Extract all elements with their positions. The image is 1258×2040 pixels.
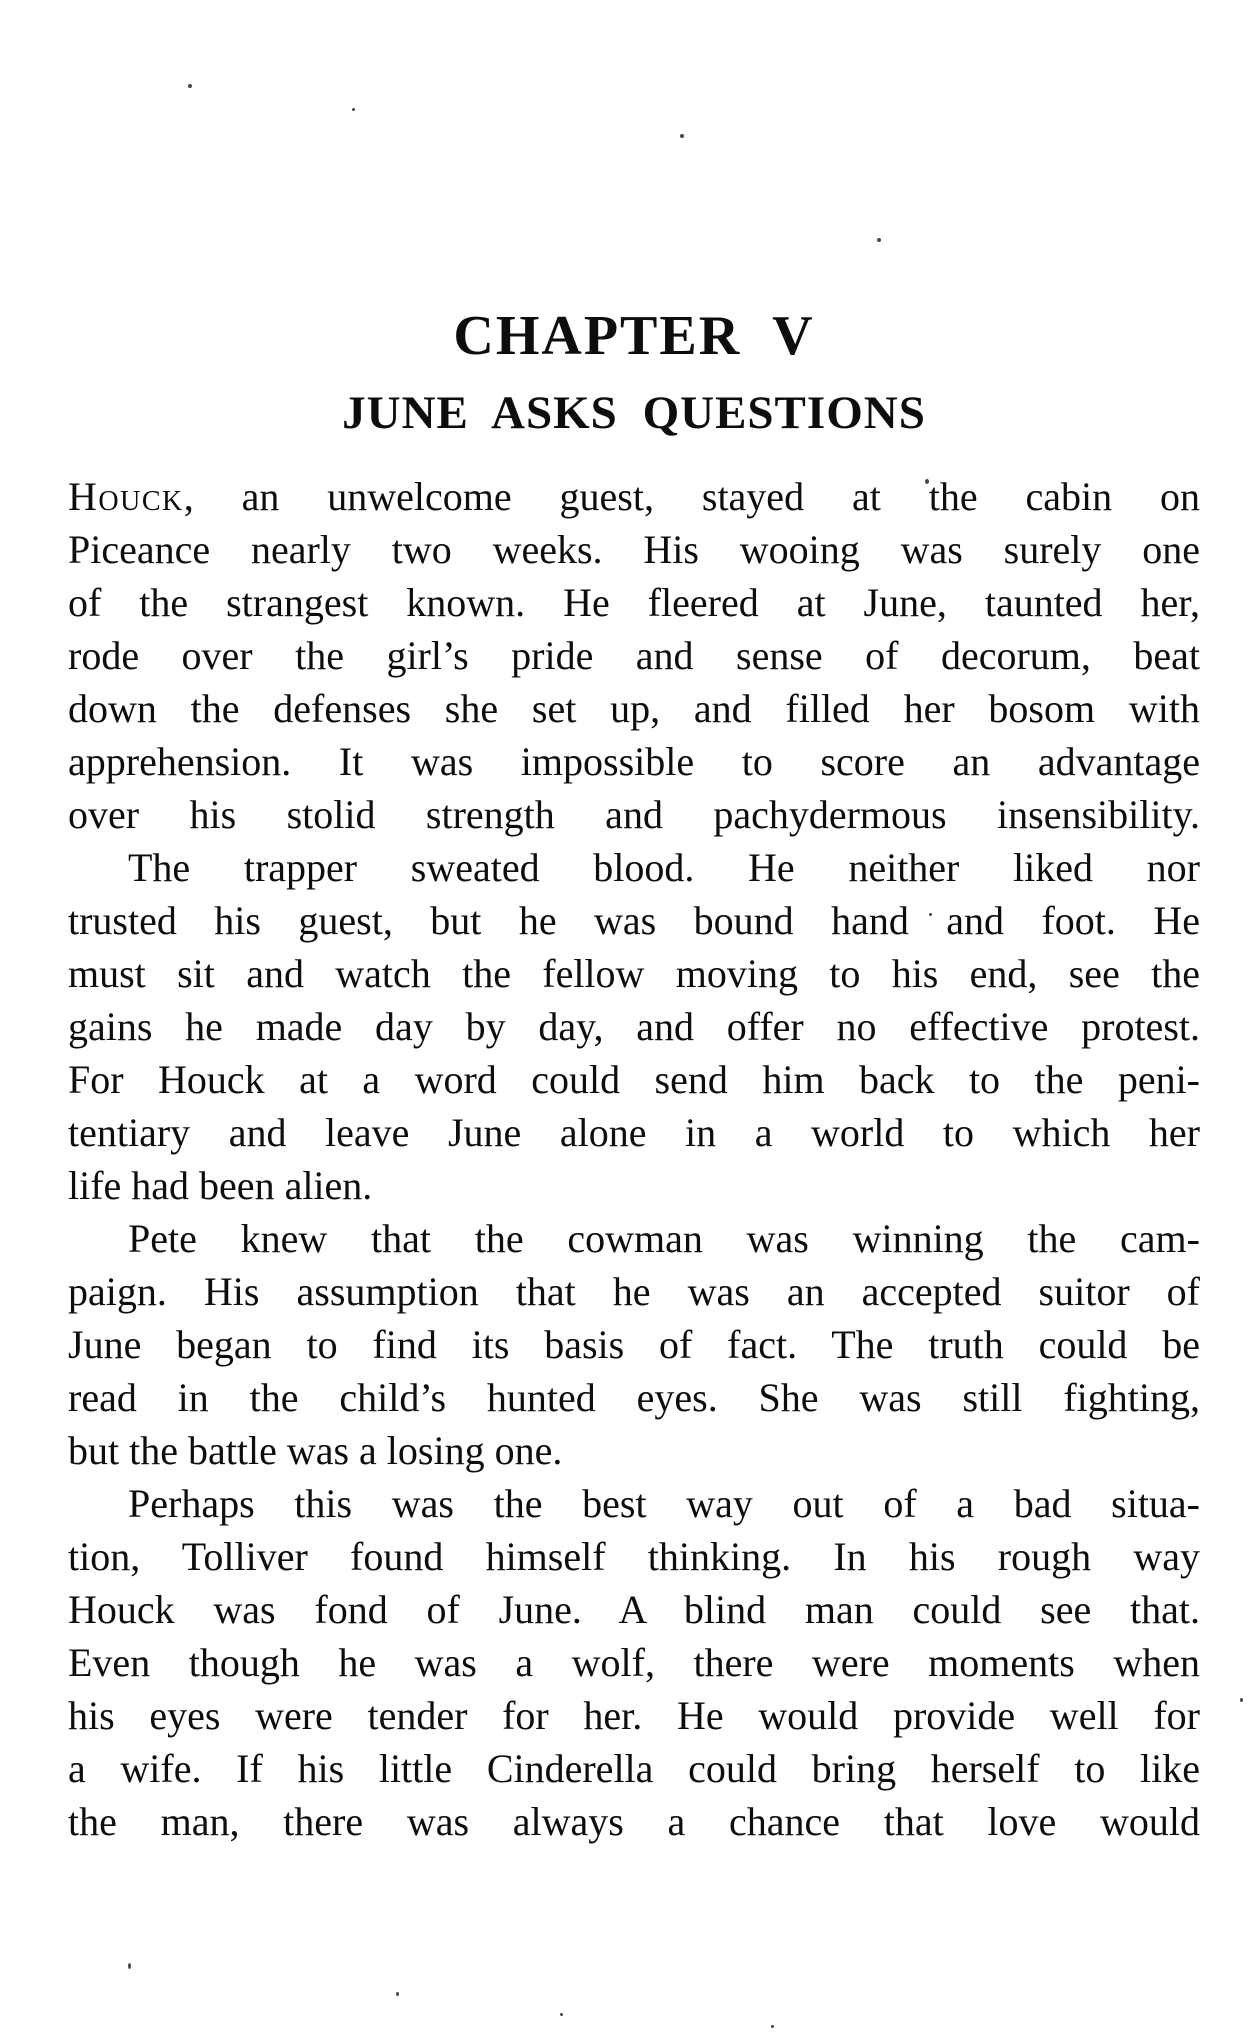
paragraph-1 (68, 470, 1200, 841)
text-line: Even though he was a wolf, there were moments when (68, 1640, 1200, 1685)
paragraph-3 (68, 1212, 1200, 1477)
text-line: For Houck at a word could send him back to the peni- (68, 1057, 1200, 1102)
text-line: The trapper sweated blood. He neither liked nor (128, 845, 1200, 890)
scan-speck (396, 1992, 399, 1996)
scan-speck (771, 2025, 774, 2028)
text-line: rode over the girl’s pride and sense of decorum, beat (68, 633, 1200, 678)
text-line: tentiary and leave June alone in a world to which her (68, 1110, 1200, 1155)
text-line: June began to find its basis of fact. The truth could be (68, 1322, 1200, 1367)
text-line: trusted his guest, but he was bound hand and foot. He (68, 898, 1200, 943)
section-heading: JUNE ASKS QUESTIONS (342, 387, 926, 439)
lead-word: Houck (68, 474, 184, 519)
text-line: Pete knew that the cowman was winning the cam- (128, 1216, 1200, 1261)
text-line: Houck was fond of June. A blind man could see that. (68, 1587, 1200, 1632)
text-line: life had been alien. (68, 1163, 373, 1208)
text-line: his eyes were tender for her. He would provide well for (68, 1693, 1200, 1738)
text-line: apprehension. It was impossible to score an advantage (68, 739, 1200, 784)
text-line-rest: , an unwelcome guest, stayed at the cabin on (183, 474, 1200, 519)
scan-speck (1240, 1698, 1243, 1702)
text-line (68, 470, 1200, 523)
text-line: but the battle was a losing one. (68, 1428, 563, 1473)
chapter-heading: CHAPTER V (453, 305, 815, 367)
paragraph-4 (68, 1477, 1200, 1848)
text-line: must sit and watch the fellow moving to his end, see the (68, 951, 1200, 996)
paragraph-2 (68, 841, 1200, 1212)
text-line: the man, there was always a chance that love would (68, 1799, 1200, 1844)
text-line: down the defenses she set up, and filled her bosom with (68, 686, 1200, 731)
scan-speck (680, 134, 684, 138)
text-line: Perhaps this was the best way out of a bad situa- (128, 1481, 1200, 1526)
page-text (68, 470, 1200, 1848)
text-line: read in the child’s hunted eyes. She was still fighting, (68, 1375, 1200, 1420)
scan-speck (352, 108, 355, 111)
text-line: Piceance nearly two weeks. His wooing was surely one (68, 527, 1200, 572)
text-line: of the strangest known. He fleered at June, taunted her, (68, 580, 1200, 625)
scan-speck (560, 2013, 563, 2016)
scan-speck (188, 84, 192, 88)
text-line: paign. His assumption that he was an accepted suitor of (68, 1269, 1200, 1314)
text-line: over his stolid strength and pachydermous insensibility. (68, 792, 1200, 837)
scan-speck (877, 238, 881, 242)
text-line: a wife. If his little Cinderella could bring herself to like (68, 1746, 1200, 1791)
text-line: gains he made day by day, and offer no effective protest. (68, 1004, 1200, 1049)
text-line: tion, Tolliver found himself thinking. In his rough way (68, 1534, 1200, 1579)
scan-speck (128, 1963, 131, 1969)
